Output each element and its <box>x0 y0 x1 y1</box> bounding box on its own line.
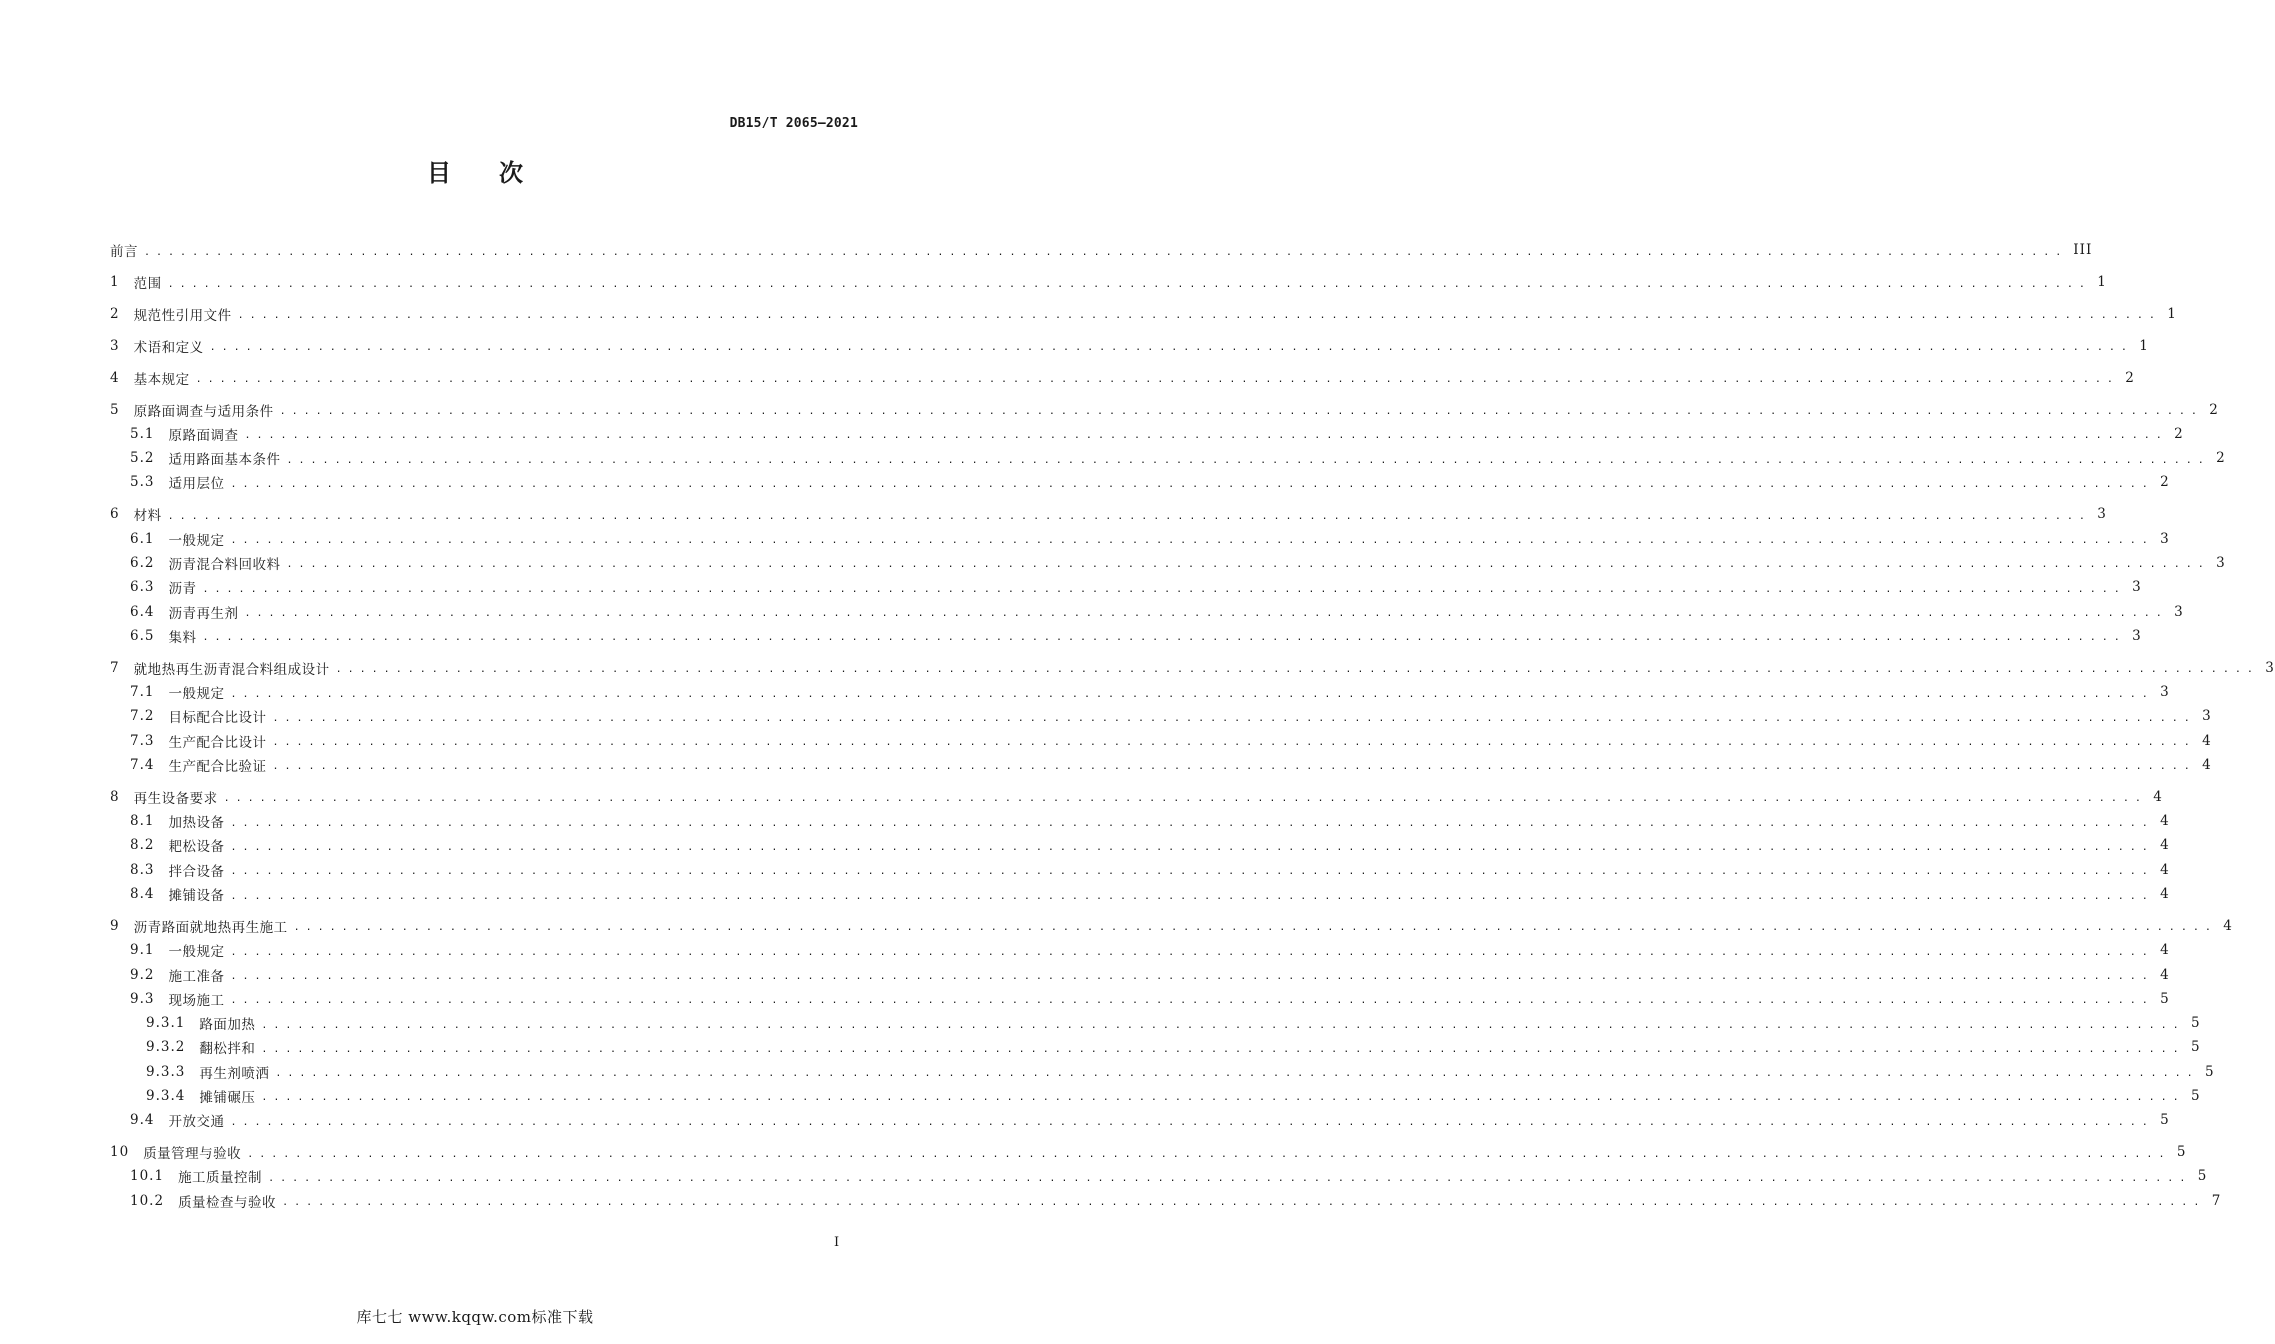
toc-entry-number: 5.3 <box>130 474 155 491</box>
toc-entry-number: 9.3 <box>130 990 155 1007</box>
toc-entry-label: 生产配合比设计 <box>168 734 267 751</box>
toc-entry-page: 4 <box>2223 917 2233 934</box>
toc-entry-label: 耙松设备 <box>168 839 225 856</box>
toc-dot-leader: ................................................................................................................................................................ <box>237 310 2161 322</box>
table-of-contents <box>110 238 2275 1213</box>
toc-entry-label: 质量管理与验收 <box>143 1146 242 1163</box>
toc-entry[interactable] <box>110 1164 2208 1188</box>
toc-dot-leader: ................................................................................................................................................................ <box>230 995 2154 1007</box>
toc-entry-page: 1 <box>2139 337 2149 354</box>
toc-dot-leader: ................................................................................................................................................................ <box>144 246 2068 258</box>
toc-entry[interactable] <box>110 238 2093 262</box>
toc-dot-leader: ................................................................................................................................................................ <box>230 866 2154 878</box>
toc-entry[interactable] <box>110 1011 2201 1035</box>
toc-entry-label: 开放交通 <box>168 1114 225 1131</box>
toc-entry-number: 1 <box>110 274 120 291</box>
toc-dot-leader: ................................................................................................................................................................ <box>209 342 2133 354</box>
toc-dot-leader: ................................................................................................................................................................ <box>230 478 2154 490</box>
toc-dot-leader: ................................................................................................................................................................ <box>230 1116 2154 1128</box>
toc-entry-number: 8.2 <box>130 837 155 854</box>
toc-entry[interactable] <box>110 446 2226 470</box>
toc-entry-page: 4 <box>2160 942 2170 959</box>
toc-entry-number: 5.1 <box>130 425 155 442</box>
toc-entry-page: 3 <box>2216 554 2226 571</box>
toc-entry-page: 3 <box>2132 627 2142 644</box>
toc-entry-number: 7 <box>110 659 120 676</box>
toc-entry-page: 4 <box>2202 756 2212 773</box>
toc-entry[interactable] <box>110 527 2170 551</box>
toc-entry-page: 5 <box>2176 1144 2187 1161</box>
toc-dot-leader: ................................................................................................................................................................ <box>293 922 2217 934</box>
toc-dot-leader: ................................................................................................................................................................ <box>279 406 2203 418</box>
toc-entry-label: 沥青路面就地热再生施工 <box>133 919 288 936</box>
toc-entry-page: 4 <box>2160 837 2170 854</box>
toc-entry-page: 3 <box>2132 579 2142 596</box>
toc-entry-label: 翻松拌和 <box>199 1041 256 1058</box>
toc-entry-number: 6.4 <box>130 603 155 620</box>
toc-dot-leader: ................................................................................................................................................................ <box>272 761 2196 773</box>
toc-dot-leader: ................................................................................................................................................................ <box>230 971 2154 982</box>
toc-entry-label: 集料 <box>168 629 197 646</box>
toc-entry-number: 6.5 <box>130 627 155 644</box>
toc-entry-number: 9.4 <box>130 1112 155 1129</box>
toc-entry[interactable] <box>110 1140 2187 1164</box>
toc-entry-number: 6.3 <box>130 579 155 596</box>
toc-entry[interactable] <box>110 397 2219 421</box>
toc-entry-page: 5 <box>2191 1015 2201 1032</box>
toc-entry[interactable] <box>110 302 2177 326</box>
toc-entry[interactable] <box>110 656 2275 680</box>
toc-entry-label: 沥青再生剂 <box>168 605 239 622</box>
toc-entry-number: 9.3.2 <box>146 1039 186 1056</box>
toc-entry[interactable] <box>110 599 2184 623</box>
toc-entry-number: 9.2 <box>130 966 155 983</box>
toc-dot-leader: ................................................................................................................................................................ <box>202 632 2126 644</box>
toc-entry-page: 2 <box>2160 474 2170 491</box>
toc-entry-number: 7.2 <box>130 708 155 725</box>
toc-entry[interactable] <box>110 987 2170 1011</box>
toc-entry-label: 一般规定 <box>168 532 225 549</box>
toc-entry-number: 9.1 <box>130 942 155 959</box>
toc-entry[interactable] <box>110 785 2163 809</box>
toc-entry-page: 1 <box>2097 274 2107 291</box>
toc-dot-leader: ................................................................................................................................................................ <box>195 374 2119 386</box>
toc-dot-leader: ................................................................................................................................................................ <box>230 688 2154 700</box>
toc-dot-leader: ................................................................................................................................................................ <box>223 793 2147 805</box>
toc-entry[interactable] <box>110 704 2212 728</box>
toc-dot-leader: ................................................................................................................................................................ <box>230 535 2154 547</box>
toc-entry-label: 规范性引用文件 <box>133 307 232 324</box>
toc-entry-label: 一般规定 <box>168 686 225 703</box>
toc-entry-label: 原路面调查与适用条件 <box>133 403 274 420</box>
toc-entry-label: 生产配合比验证 <box>168 758 267 775</box>
toc-entry[interactable] <box>110 270 2107 294</box>
toc-entry-label: 材料 <box>133 508 162 525</box>
toc-entry-page: 5 <box>2191 1039 2201 1056</box>
toc-entry-label: 一般规定 <box>168 944 225 961</box>
toc-entry-page: 5 <box>2197 1168 2208 1185</box>
toc-entry-label: 现场施工 <box>168 992 225 1009</box>
toc-dot-leader: ................................................................................................................................................................ <box>286 559 2210 571</box>
toc-entry[interactable] <box>110 882 2170 906</box>
toc-entry[interactable] <box>110 502 2107 526</box>
toc-dot-leader: ................................................................................................................................................................ <box>244 608 2168 620</box>
toc-entry-page: 4 <box>2202 732 2212 749</box>
toc-entry[interactable] <box>110 1035 2201 1059</box>
toc-dot-leader: ................................................................................................................................................................ <box>230 817 2154 829</box>
toc-entry-page: 4 <box>2160 861 2170 878</box>
toc-entry[interactable] <box>110 334 2149 358</box>
toc-entry-number: 10.1 <box>130 1168 165 1185</box>
toc-entry-label: 质量检查与验收 <box>178 1194 277 1211</box>
toc-entry-label: 基本规定 <box>133 371 190 388</box>
toc-entry[interactable] <box>110 1189 2222 1213</box>
toc-entry-number: 8.3 <box>130 861 155 878</box>
toc-entry-label: 路面加热 <box>199 1017 256 1034</box>
toc-entry-number: 3 <box>110 337 120 354</box>
toc-dot-leader: ................................................................................................................................................................ <box>286 454 2210 466</box>
toc-entry[interactable] <box>110 422 2184 446</box>
toc-entry-number: 10.2 <box>130 1192 165 1209</box>
toc-dot-leader: ................................................................................................................................................................ <box>167 278 2091 290</box>
toc-entry-number: 6 <box>110 506 120 523</box>
toc-entry-label: 术语和定义 <box>133 339 204 356</box>
toc-dot-leader: ................................................................................................................................................................ <box>202 583 2126 595</box>
toc-entry-page: 3 <box>2160 530 2170 547</box>
toc-entry-label: 摊铺碾压 <box>199 1089 256 1106</box>
toc-entry-number: 9.3.1 <box>146 1015 186 1032</box>
toc-dot-leader: ................................................................................................................................................................ <box>261 1092 2185 1104</box>
toc-entry-page: 4 <box>2160 886 2170 903</box>
toc-entry-page: 5 <box>2205 1063 2215 1080</box>
toc-entry-page: 5 <box>2160 1112 2170 1129</box>
toc-dot-leader: ................................................................................................................................................................ <box>272 712 2196 724</box>
toc-entry-label: 目标配合比设计 <box>168 710 267 727</box>
toc-entry-label: 加热设备 <box>168 815 225 832</box>
toc-entry-page: 5 <box>2160 990 2170 1007</box>
toc-entry-page: 2 <box>2209 401 2219 418</box>
toc-dot-leader: ................................................................................................................................................................ <box>247 1148 2171 1160</box>
toc-dot-leader: ................................................................................................................................................................ <box>230 890 2154 902</box>
toc-entry-number: 9 <box>110 917 120 934</box>
toc-entry-page: 4 <box>2160 813 2170 830</box>
toc-entry-number: 9.3.3 <box>146 1063 186 1080</box>
toc-entry[interactable] <box>110 624 2142 648</box>
toc-dot-leader: ................................................................................................................................................................ <box>261 1019 2185 1031</box>
toc-dot-leader: ................................................................................................................................................................ <box>230 946 2154 958</box>
toc-entry-label: 施工准备 <box>168 968 225 985</box>
toc-entry-label: 适用路面基本条件 <box>168 452 281 469</box>
toc-entry-label: 适用层位 <box>168 476 225 493</box>
toc-entry[interactable] <box>110 470 2170 494</box>
toc-entry-number: 6.2 <box>130 554 155 571</box>
toc-entry-number: 7.1 <box>130 684 155 701</box>
toc-entry-number: 2 <box>110 305 120 322</box>
toc-entry-label: 沥青混合料回收料 <box>168 556 281 573</box>
toc-entry-page: 3 <box>2174 603 2184 620</box>
toc-entry[interactable] <box>110 858 2170 882</box>
toc-entry-page: 3 <box>2202 708 2212 725</box>
toc-entry-page: 1 <box>2167 305 2177 322</box>
toc-entry-page: 4 <box>2153 788 2163 805</box>
toc-dot-leader: ................................................................................................................................................................ <box>230 841 2154 853</box>
toc-entry-page: 5 <box>2191 1087 2201 1104</box>
toc-entry-number: 5 <box>110 401 120 418</box>
toc-entry-number: 9.3.4 <box>146 1087 186 1104</box>
toc-dot-leader: ................................................................................................................................................................ <box>272 737 2196 749</box>
toc-entry-number: 8.4 <box>130 886 155 903</box>
page-title: 目次 <box>427 159 571 187</box>
standard-code: DB15/T 2065—2021 <box>729 116 858 131</box>
toc-entry-number: 5.2 <box>130 450 155 467</box>
toc-entry-page: III <box>2073 242 2093 259</box>
toc-entry-label: 摊铺设备 <box>168 888 225 905</box>
toc-entry[interactable] <box>110 575 2142 599</box>
page-number: I <box>834 1235 840 1250</box>
toc-entry[interactable] <box>110 938 2170 962</box>
toc-entry-page: 3 <box>2265 659 2275 676</box>
toc-dot-leader: ................................................................................................................................................................ <box>335 664 2259 676</box>
toc-entry-number: 8.1 <box>130 813 155 830</box>
toc-entry-page: 3 <box>2160 684 2170 701</box>
toc-dot-leader: ................................................................................................................................................................ <box>167 510 2091 522</box>
toc-dot-leader: ................................................................................................................................................................ <box>282 1197 2206 1209</box>
toc-entry-label: 沥青 <box>168 581 197 598</box>
toc-entry[interactable] <box>110 753 2212 777</box>
toc-entry[interactable] <box>110 551 2226 575</box>
toc-entry-number: 7.4 <box>130 756 155 773</box>
toc-entry[interactable] <box>110 833 2170 857</box>
toc-entry[interactable] <box>110 1084 2201 1108</box>
toc-entry-page: 3 <box>2097 506 2107 523</box>
toc-entry[interactable] <box>110 962 2170 986</box>
toc-dot-leader: ................................................................................................................................................................ <box>261 1043 2185 1055</box>
toc-entry[interactable] <box>110 914 2233 938</box>
toc-entry-number: 7.3 <box>130 732 155 749</box>
toc-entry[interactable] <box>110 1060 2215 1084</box>
toc-dot-leader: ................................................................................................................................................................ <box>275 1068 2199 1080</box>
toc-entry-number: 6.1 <box>130 530 155 547</box>
toc-entry-label: 施工质量控制 <box>178 1170 263 1187</box>
toc-entry-label: 原路面调查 <box>168 427 239 444</box>
toc-entry-number: 4 <box>110 369 120 386</box>
toc-entry[interactable] <box>110 1108 2170 1132</box>
toc-entry-label: 就地热再生沥青混合料组成设计 <box>133 661 330 678</box>
footer-watermark-text: 库七七 www.kqqw.com标准下载 <box>356 1308 594 1326</box>
toc-entry-page: 2 <box>2174 425 2184 442</box>
toc-entry-page: 2 <box>2216 450 2226 467</box>
toc-entry-label: 再生设备要求 <box>133 790 218 807</box>
toc-entry-label: 拌合设备 <box>168 863 225 880</box>
toc-entry[interactable] <box>110 809 2170 833</box>
toc-dot-leader: ................................................................................................................................................................ <box>244 430 2168 442</box>
toc-entry-number: 10 <box>110 1144 130 1161</box>
toc-entry-label: 前言 <box>110 244 138 261</box>
toc-dot-leader: ................................................................................................................................................................ <box>268 1172 2192 1184</box>
toc-entry[interactable] <box>110 680 2170 704</box>
toc-entry-number: 8 <box>110 788 120 805</box>
toc-entry[interactable] <box>110 729 2212 753</box>
toc-entry-label: 再生剂喷洒 <box>199 1065 270 1082</box>
toc-entry-label: 范围 <box>133 276 162 293</box>
toc-entry-page: 2 <box>2125 369 2135 386</box>
toc-entry-page: 4 <box>2160 966 2170 983</box>
toc-entry-page: 7 <box>2211 1192 2222 1209</box>
toc-entry[interactable] <box>110 366 2135 390</box>
